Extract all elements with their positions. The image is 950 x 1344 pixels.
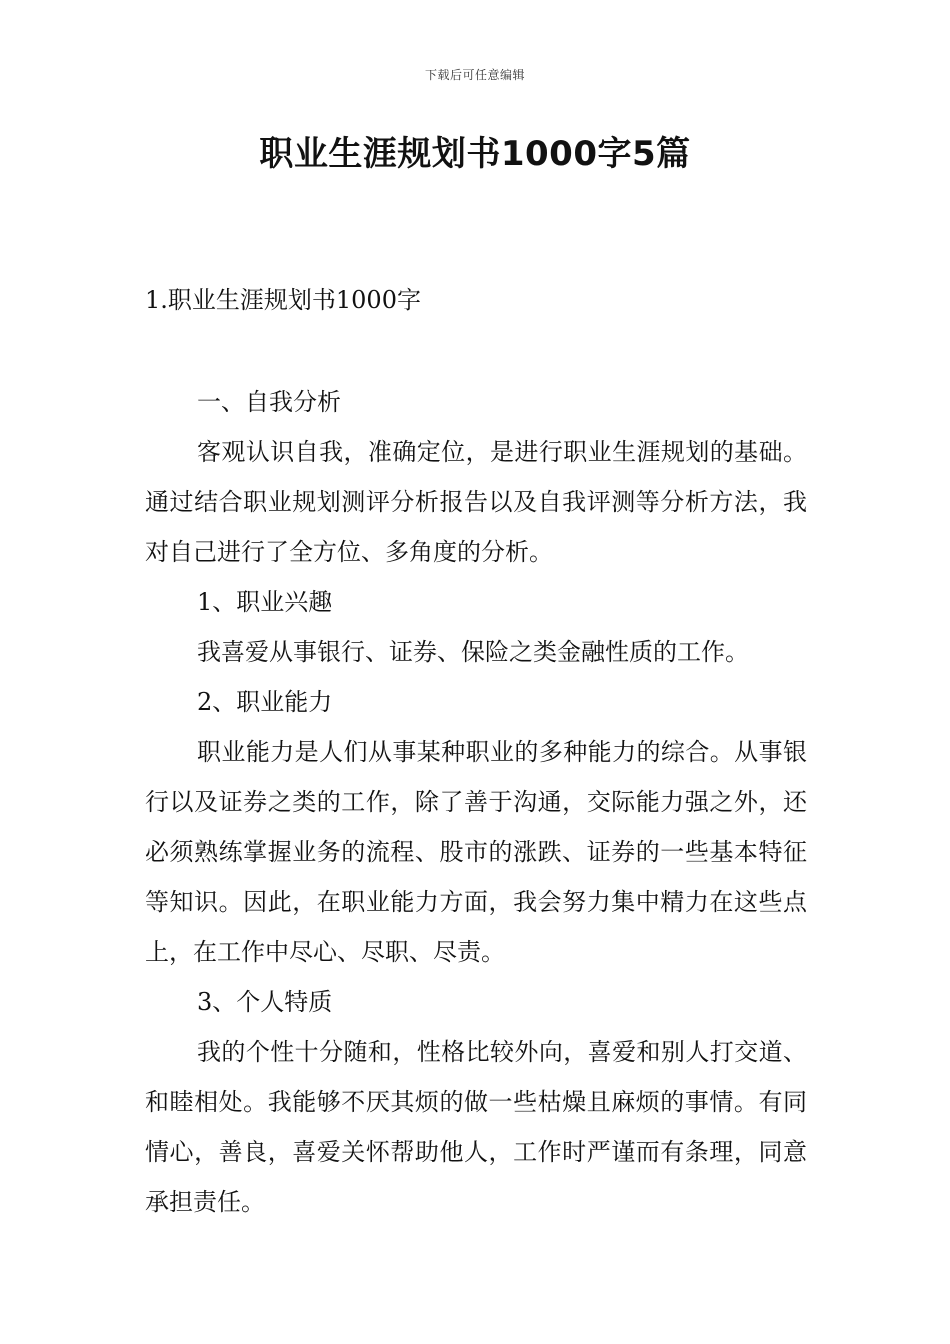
subheading-career-ability: 2、职业能力 xyxy=(197,688,333,716)
paragraph-personal-traits: 我的个性十分随和，性格比较外向，喜爱和别人打交道、和睦相处。我能够不厌其烦的做一些枯燥且麻烦的事情。有同情心，善良，喜爱关怀帮助他人，工作时严谨而有条理，同意承担责任。 xyxy=(145,1038,807,1216)
paragraph-career-ability: 职业能力是人们从事某种职业的多种能力的综合。从事银行以及证券之类的工作，除了善于沟通，交际能力强之外，还必须熟练掌握业务的流程、股市的涨跌、证券的一些基本特征等知识。因此，在职业能力方面，我会努力集中精力在这些点上，在工作中尽心、尽职、尽责。 xyxy=(145,738,807,966)
header-note: 下载后可任意编辑 xyxy=(424,68,525,82)
subheading-personal-traits: 3、个人特质 xyxy=(197,988,333,1016)
section-heading: 1.职业生涯规划书1000字 xyxy=(145,286,421,314)
subheading-self-analysis: 一、自我分析 xyxy=(197,388,341,416)
document-title: 职业生涯规划书1000字5篇 xyxy=(259,134,691,174)
paragraph-self-analysis: 客观认识自我，准确定位，是进行职业生涯规划的基础。通过结合职业规划测评分析报告以及自我评测等分析方法，我对自己进行了全方位、多角度的分析。 xyxy=(145,438,807,566)
document-body xyxy=(145,377,807,1227)
paragraph-career-interest: 我喜爱从事银行、证券、保险之类金融性质的工作。 xyxy=(197,638,749,666)
subheading-career-interest: 1、职业兴趣 xyxy=(197,588,333,616)
